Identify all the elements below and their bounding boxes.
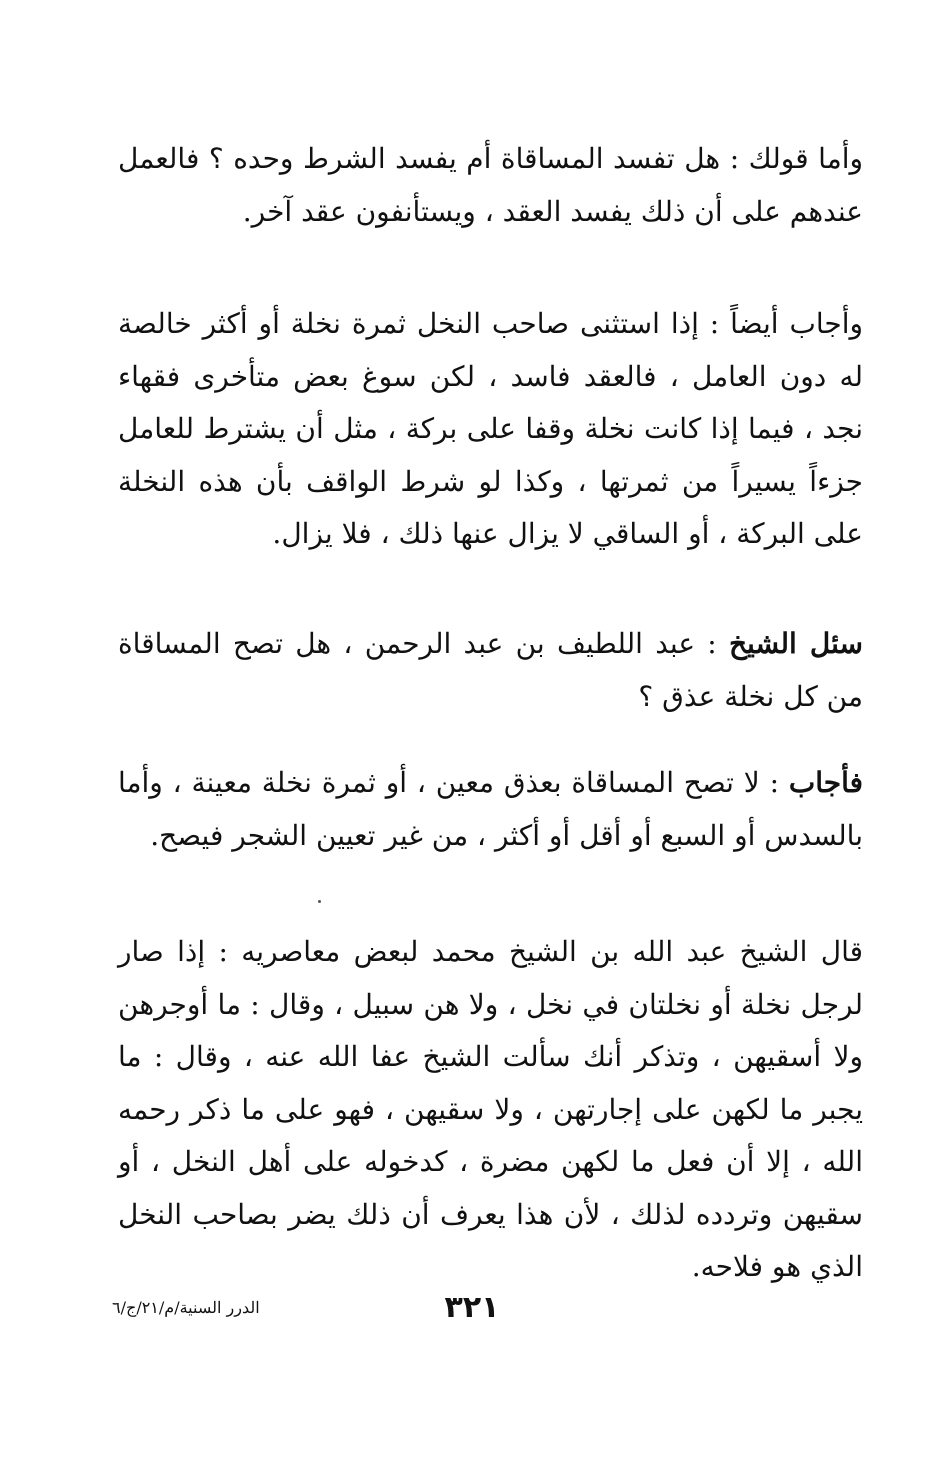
answer-lead: فأجاب	[788, 766, 863, 799]
paragraph-5	[118, 926, 863, 1294]
paragraph-2	[118, 298, 863, 561]
page-number: ٣٢١	[444, 1290, 500, 1325]
paragraph-text: قال الشيخ عبد الله بن الشيخ محمد لبعض معاصريه : إذا صار لرجل نخلة أو نخلتان في نخل ، ولا هن سبيل ، وقال : ما أوجرهن ولا أسقيهن ، وتذكر أنك سألت الشيخ عفا الله عنه ، وقال : ما يجبر ما لكهن على إجارتهن ، ولا سقيهن ، فهو على ما ذكر رحمه الله ، إلا أن فعل ما لكهن مضرة ، كدخوله على أهل النخل ، أو سقيهن وتردده لذلك ، لأن هذا يعرف أن ذلك يضر بصاحب النخل الذي هو فلاحه.	[118, 935, 863, 1283]
paragraph-3	[118, 618, 863, 723]
page-speck	[318, 900, 321, 903]
paragraph-text: وأجاب أيضاً : إذا استثنى صاحب النخل ثمرة نخلة أو أكثر خالصة له دون العامل ، فالعقد فاسد ، لكن سوغ بعض متأخرى فقهاء نجد ، فيما إذا كانت نخلة وقفا على بركة ، مثل أن يشترط للعامل جزءاً يسيراً من ثمرتها ، وكذا لو شرط الواقف بأن هذه النخلة على البركة ، أو الساقي لا يزال عنها ذلك ، فلا يزال.	[118, 307, 863, 550]
paragraph-text: : عبد اللطيف بن عبد الرحمن ، هل تصح المساقاة من كل نخلة عذق ؟	[118, 627, 863, 713]
paragraph-1	[118, 133, 863, 238]
question-lead: سئل الشيخ	[728, 627, 863, 660]
paragraph-4	[118, 757, 863, 862]
paragraph-text: : لا تصح المساقاة بعذق معين ، أو ثمرة نخلة معينة ، وأما بالسدس أو السبع أو أقل أو أكثر ، من غير تعيين الشجر فيصح.	[118, 766, 863, 852]
source-reference: الدرر السنية/م/٢١/ج/٦	[112, 1298, 260, 1317]
paragraph-text: وأما قولك : هل تفسد المساقاة أم يفسد الشرط وحده ؟ فالعمل عندهم على أن ذلك يفسد العقد ، ويستأنفون عقد آخر.	[118, 142, 863, 228]
